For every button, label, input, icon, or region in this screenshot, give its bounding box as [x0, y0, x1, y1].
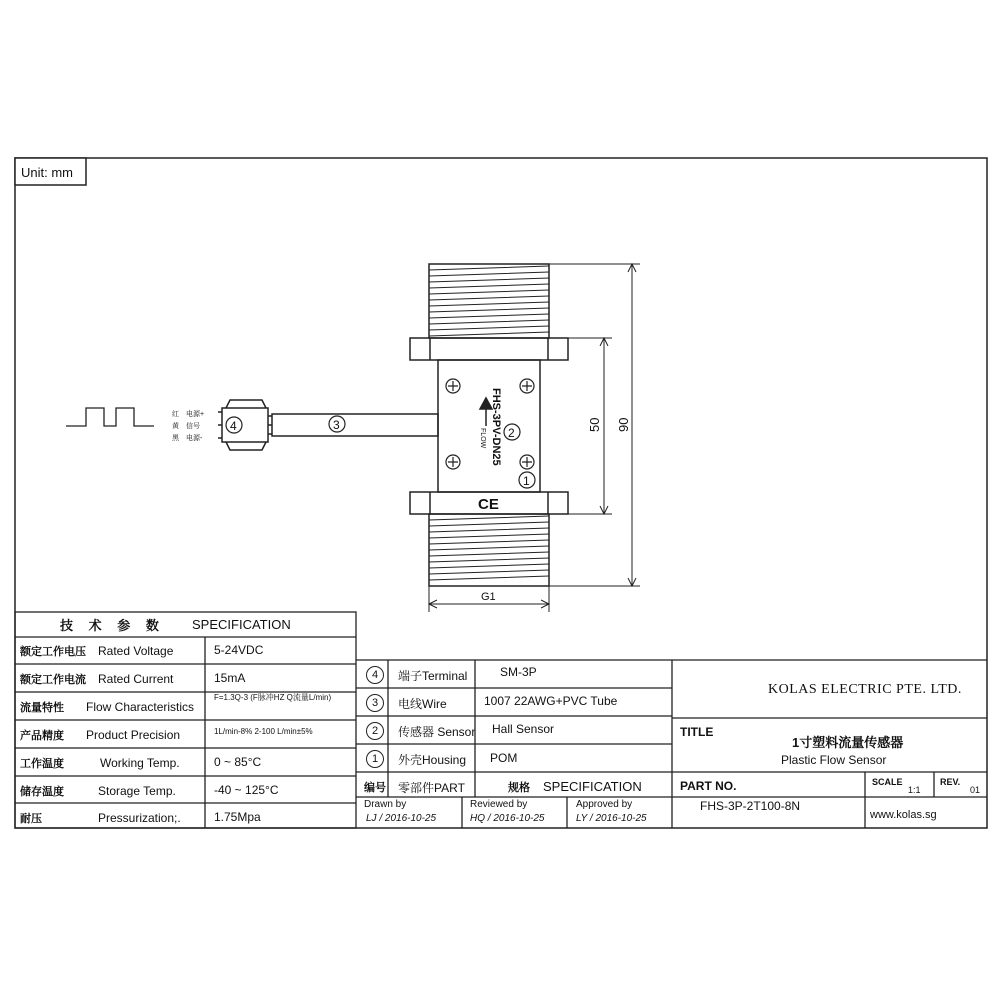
screw-icons [446, 379, 534, 469]
callout-1-label: 1 [523, 474, 530, 488]
part-number-badge: 2 [366, 722, 384, 740]
parts-header-spec-cn: 规格 [508, 782, 530, 794]
part-number-badge: 1 [366, 750, 384, 768]
wire-color-3: 黑 [172, 435, 179, 442]
spec-row-value: 1.75Mpa [214, 810, 261, 824]
part-spec: SM-3P [500, 665, 537, 679]
callout-4-label: 4 [230, 419, 237, 433]
spec-row-value: 15mA [214, 671, 246, 685]
wire-func-2: 信号 [186, 423, 200, 430]
wire-func-3: 电源- [186, 435, 203, 442]
spec-row-value: 0 ~ 85°C [214, 755, 262, 769]
parts-header-num: 编号 [364, 782, 386, 794]
scale-value: 1:1 [908, 785, 921, 795]
website: www.kolas.sg [870, 809, 937, 821]
flow-text: FLOW [479, 428, 486, 449]
spec-row-en: Rated Voltage [98, 644, 174, 658]
spec-row-value: -40 ~ 125°C [214, 783, 279, 797]
spec-row-cn: 流量特性 [20, 702, 64, 714]
wire-func-1: 电源+ [186, 411, 205, 418]
reviewed-by-value: HQ / 2016-10-25 [470, 813, 545, 824]
ce-mark: CE [478, 496, 499, 513]
part-name: 电线Wire [398, 697, 447, 711]
flow-sensor-drawing [66, 264, 640, 612]
spec-row-cn: 额定工作电压 [20, 646, 86, 658]
rev-value: 01 [970, 785, 981, 795]
top-thread-lines [429, 266, 549, 336]
part-number-badge: 3 [366, 694, 384, 712]
part-name: 端子Terminal [398, 669, 468, 683]
rev-label: REV. [940, 777, 961, 787]
spec-row-value: F=1.3Q-3 (F脉冲HZ Q流量L/min) [214, 693, 332, 702]
approved-by-label: Approved by [576, 799, 633, 810]
approved-by-value: LY / 2016-10-25 [576, 813, 647, 824]
bottom-thread-lines [429, 516, 549, 580]
spec-row-value: 1L/min-8% 2-100 L/min±5% [214, 727, 313, 736]
drawn-by-value: LJ / 2016-10-25 [366, 813, 437, 824]
spec-row-en: Working Temp. [100, 756, 180, 770]
model-text: FHS-3PV-DN25 [490, 388, 502, 466]
pulse-waveform [66, 408, 154, 426]
reviewed-by-label: Reviewed by [470, 799, 528, 810]
parts-header-spec-en: SPECIFICATION [543, 779, 642, 794]
title-en: Plastic Flow Sensor [781, 753, 887, 767]
dim-g1-label: G1 [481, 591, 496, 603]
scale-label: SCALE [872, 777, 903, 787]
spec-row-cn: 储存温度 [20, 786, 64, 798]
part-spec: 1007 22AWG+PVC Tube [484, 694, 618, 708]
title-label: TITLE [680, 725, 714, 739]
bottom-thread [429, 514, 549, 586]
part-spec: Hall Sensor [492, 722, 555, 736]
title-cn: 1寸塑料流量传感器 [792, 735, 904, 750]
spec-row-en: Storage Temp. [98, 784, 176, 798]
spec-row-en: Product Precision [86, 728, 181, 742]
spec-header-cn: 技 术 参 数 [60, 618, 165, 633]
spec-row-en: Flow Characteristics [86, 700, 195, 714]
top-flange [410, 338, 568, 360]
part-spec: POM [490, 751, 518, 765]
part-no-label: PART NO. [680, 779, 737, 793]
dim-90-label: 90 [616, 417, 631, 432]
wire-color-2: 黄 [172, 423, 179, 430]
unit-label: Unit: mm [21, 165, 73, 180]
spec-row-en: Rated Current [98, 672, 174, 686]
company-name: KOLAS ELECTRIC PTE. LTD. [768, 682, 962, 697]
spec-row-cn: 耐压 [20, 813, 42, 825]
spec-row-cn: 产品精度 [20, 730, 64, 742]
callout-3-label: 3 [333, 418, 340, 432]
part-name: 外壳Housing [398, 753, 467, 767]
spec-row-cn: 工作温度 [20, 758, 64, 770]
drawn-by-label: Drawn by [364, 799, 407, 810]
cable [272, 414, 438, 436]
spec-row-en: Pressurization;. [98, 811, 181, 825]
callout-2-label: 2 [508, 426, 515, 440]
spec-header-en: SPECIFICATION [192, 617, 291, 632]
part-name: 传感器 Sensor [398, 725, 476, 739]
part-number-badge: 4 [366, 666, 384, 684]
wire-color-1: 红 [172, 411, 179, 418]
spec-row-value: 5-24VDC [214, 643, 264, 657]
dim-50-label: 50 [587, 417, 602, 432]
spec-row-cn: 额定工作电流 [20, 674, 86, 686]
parts-header-part: 零部件PART [398, 781, 465, 795]
part-no-value: FHS-3P-2T100-8N [700, 799, 801, 813]
